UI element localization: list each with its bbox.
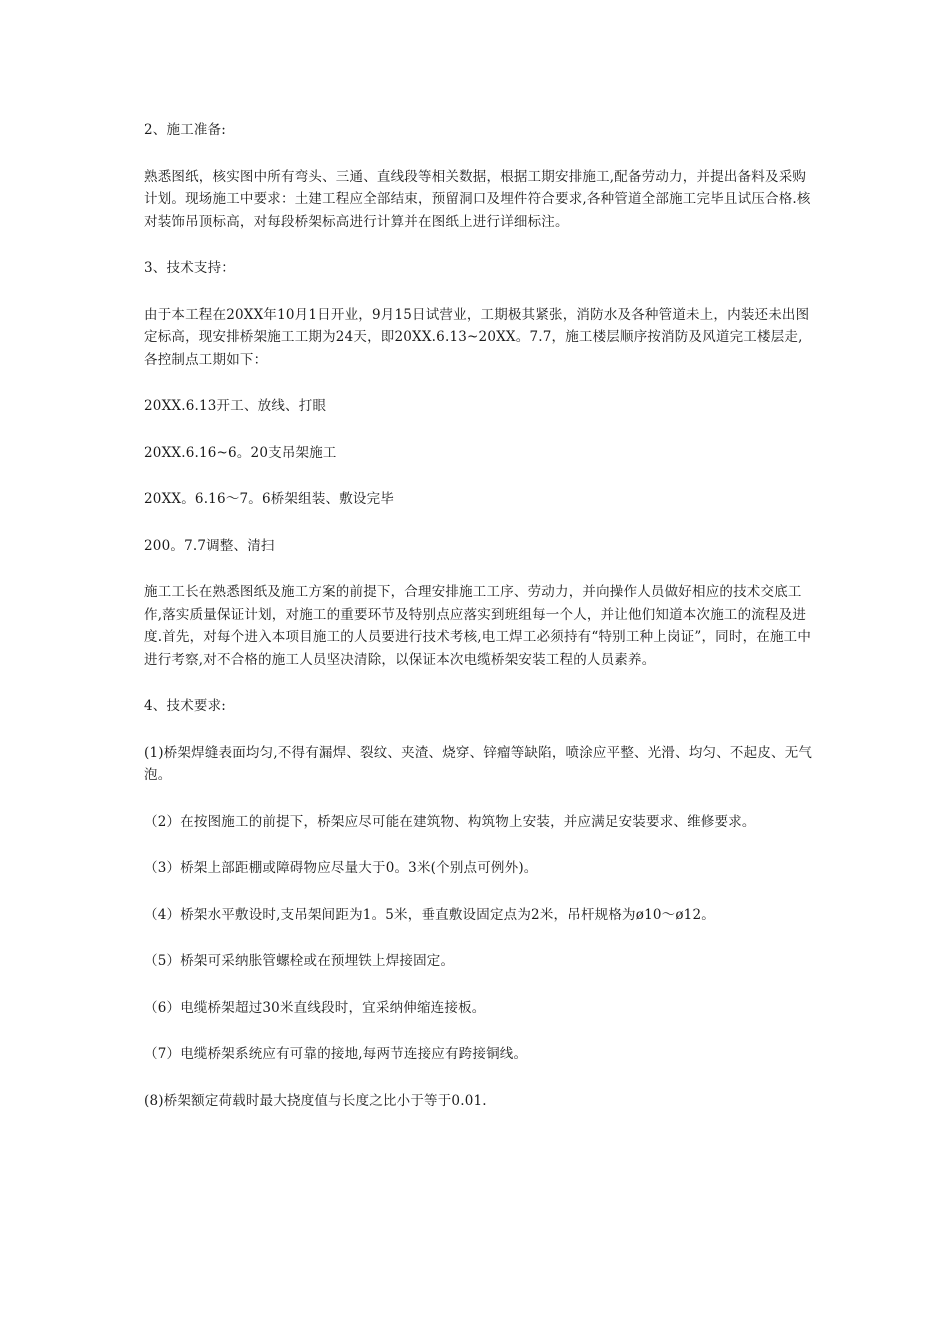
requirement-item-6: （6）电缆桥架超过30米直线段时，宜采纳伸缩连接板。 xyxy=(144,999,486,1016)
requirement-item-8: (8)桥架额定荷载时最大挠度值与长度之比小于等于0.01. xyxy=(144,1092,487,1109)
section-heading-construction-preparation: 2、施工准备: xyxy=(144,122,227,138)
requirement-item-4: （4）桥架水平敷设时,支吊架间距为1。5米，垂直敷设固定点为2米，吊杆规格为ø10～ø12。 xyxy=(144,906,715,923)
schedule-milestone-1: 20XX.6.13开工、放线、打眼 xyxy=(144,398,327,414)
paragraph-construction-preparation: 熟悉图纸，核实图中所有弯头、三通、直线段等相关数据，根据工期安排施工,配备劳动力，并提出备料及采购计划。现场施工中要求：土建工程应全部结束，预留洞口及埋件符合要求,各种管道全部施工完毕且试压合格.核对装饰吊顶标高，对每段桥架标高进行计算并在图纸上进行详细标注。 xyxy=(144,168,811,230)
requirement-item-3: （3）桥架上部距棚或障碍物应尽量大于0。3米(个别点可例外)。 xyxy=(144,860,538,876)
requirement-item-5: （5）桥架可采纳胀管螺栓或在预埋铁上焊接固定。 xyxy=(144,953,455,969)
requirement-item-1: (1)桥架焊缝表面均匀,不得有漏焊、裂纹、夹渣、烧穿、锌瘤等缺陷，喷涂应平整、光滑、均匀、不起皮、无气泡。 xyxy=(144,744,813,783)
section-heading-technical-support: 3、技术支持： xyxy=(144,260,235,276)
paragraph-schedule-overview: 由于本工程在20XX年10月1日开业，9月15日试营业，工期极其紧张，消防水及各种管道未上，内装还未出图定标高，现安排桥架施工工期为24天，即20XX.6.13~20XX。7.7，施工楼层顺序按消防及风道完工楼层走,各控制点工期如下： xyxy=(144,306,810,368)
schedule-milestone-3: 20XX。6.16～7。6桥架组装、敷设完毕 xyxy=(144,491,395,507)
schedule-milestone-2: 20XX.6.16~6。20支吊架施工 xyxy=(144,444,337,461)
schedule-milestone-4: 200。7.7调整、清扫 xyxy=(144,537,275,554)
requirement-item-7: （7）电缆桥架系统应有可靠的接地,每两节连接应有跨接铜线。 xyxy=(144,1046,528,1062)
document-body xyxy=(144,119,814,1136)
paragraph-personnel-requirements: 施工工长在熟悉图纸及施工方案的前提下，合理安排施工工序、劳动力，并向操作人员做好相应的技术交底工作,落实质量保证计划，对施工的重要环节及特别点应落实到班组每一个人，并让他们知道本次施工的流程及进度.首先，对每个进入本项目施工的人员要进行技术考核,电工焊工必须持有“特别工种上岗证”，同时，在施工中进行考察,对不合格的施工人员坚决清除，以保证本次电缆桥架安装工程的人员素养。 xyxy=(144,584,812,668)
section-heading-technical-requirements: 4、技术要求: xyxy=(144,698,227,714)
requirement-item-2: （2）在按图施工的前提下，桥架应尽可能在建筑物、构筑物上安装，并应满足安装要求、维修要求。 xyxy=(144,813,756,830)
